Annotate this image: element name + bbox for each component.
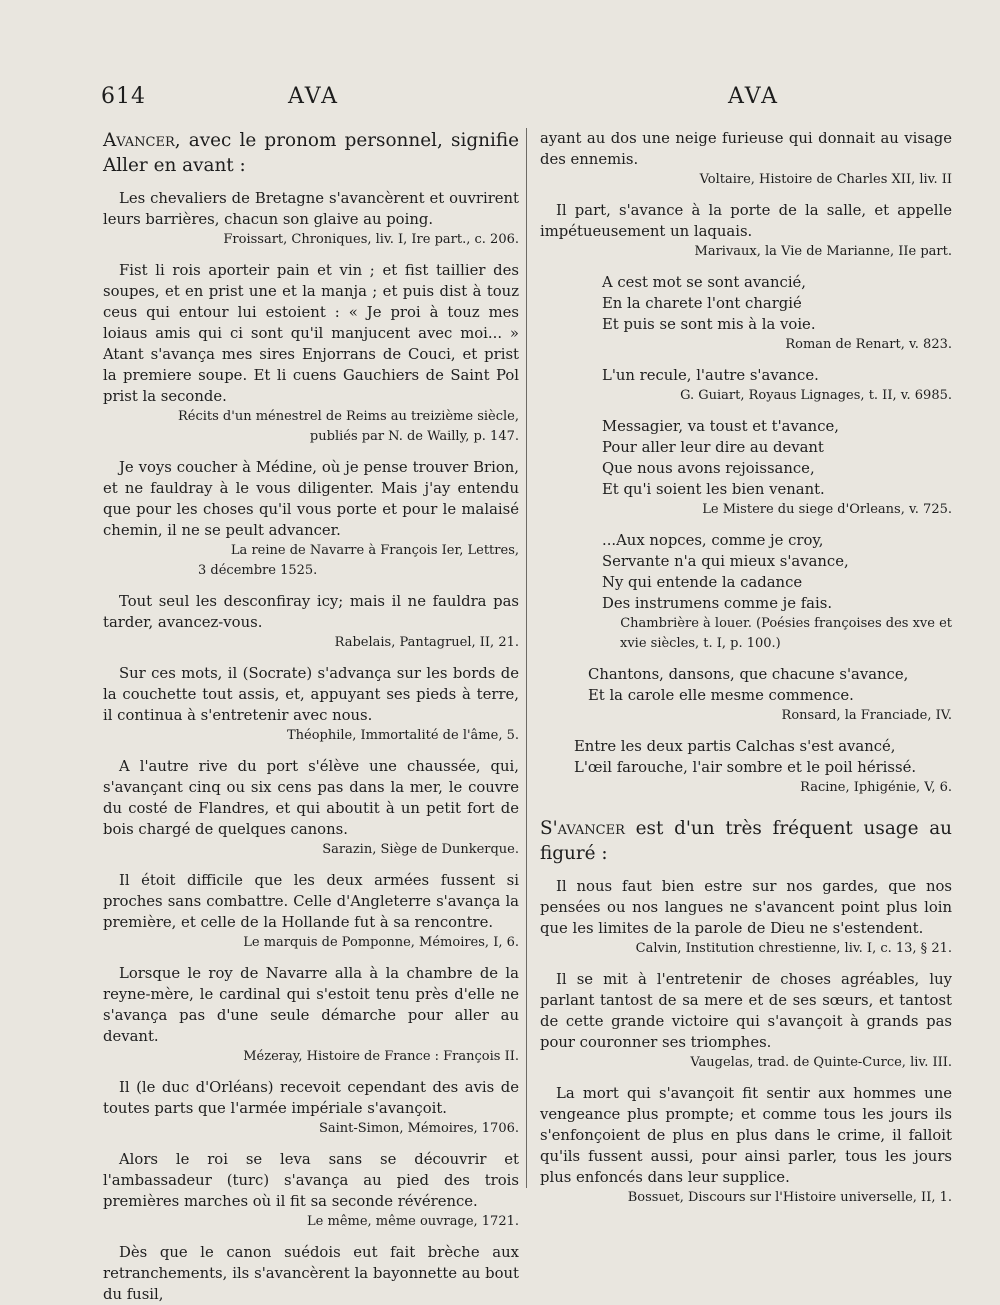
quotation-source: publiés par N. de Wailly, p. 147. xyxy=(309,429,519,444)
verse-line: Et qu'i soient les bien venant. xyxy=(602,481,825,498)
quotation-text: Il nous faut bien estre sur nos gardes, que nos pensées ou nos langues ne s'avancent point plus loin que les limites de la parole de Dieu ne s'estendent. xyxy=(540,878,952,937)
page-number: 614 xyxy=(101,84,146,109)
quotation-source: Marivaux, la Vie de Marianne, IIe part. xyxy=(694,244,952,259)
verse-quotation xyxy=(602,416,952,500)
quotation-source: Le Mistere du siege d'Orleans, v. 725. xyxy=(702,502,952,517)
column-divider xyxy=(526,128,527,1188)
headword: Avancer xyxy=(103,130,175,151)
verse-line: Et la carole elle mesme commence. xyxy=(588,687,854,704)
running-head-left: AVA xyxy=(288,84,340,109)
quotation-source: Calvin, Institution chrestienne, liv. I, c. 13, § 21. xyxy=(635,941,952,956)
quotation-text: Tout seul les desconfiray icy; mais il ne fauldra pas tarder, avancez-vous. xyxy=(103,593,519,631)
verse-line: A cest mot se sont avancié, xyxy=(602,274,807,291)
quotation-text: Il (le duc d'Orléans) recevoit cependant des avis de toutes parts que l'armée impériale s'avançoit. xyxy=(103,1079,519,1117)
running-head-right: AVA xyxy=(728,84,780,109)
heading-definition: , avec le pronom personnel, signifie Aller en avant : xyxy=(103,130,519,176)
quotation-source: Sarazin, Siège de Dunkerque. xyxy=(322,842,519,857)
verse-line: Et puis se sont mis à la voie. xyxy=(602,316,816,333)
page-header xyxy=(0,84,1000,116)
quotation-source: Chambrière à louer. (Poésies françoises des xve et xyxy=(620,616,952,631)
quotation-source: xvie siècles, t. I, p. 100.) xyxy=(620,636,781,651)
quotation-text: Il étoit difficile que les deux armées fussent si proches sans combattre. Celle d'Angleterre s'avança la première, et celle de la Hollande fut à sa rencontre. xyxy=(103,872,519,931)
quotation-text: Sur ces mots, il (Socrate) s'advança sur les bords de la couchette tout assis, et, appuyant ses pieds à terre, il continua à s'entretenir avec nous. xyxy=(103,665,519,724)
verse-line: L'œil farouche, l'air sombre et le poil hérissé. xyxy=(574,759,917,776)
quotation-source: Roman de Renart, v. 823. xyxy=(785,337,952,352)
entry-heading xyxy=(540,816,952,866)
quotation-source: La reine de Navarre à François Ier, Lettres, xyxy=(230,543,519,558)
quotation-text: Je voys coucher à Médine, où je pense trouver Brion, et ne fauldray à le vous diligenter. Mais j'ay entendu que pour les choses qu'il vous porte et pour le malaisé chemin, il ne se peult advancer. xyxy=(103,459,519,539)
headword: S'avancer xyxy=(540,818,625,839)
quotation-text: Fist li rois aporteir pain et vin ; et fist taillier des soupes, et en prist une et la manja ; et puis dist à touz ceus qui entour lui estoient : « Je proi à touz mes loiaus amis qui ci sont qu'il manjucent avec moi... » Atant s'avança mes sires Enjorrans de Couci, et prist la premiere soupe. Et li cuens Gauchiers de Saint Pol prist la seconde. xyxy=(103,262,519,405)
verse-line: Messagier, va toust et t'avance, xyxy=(602,418,839,435)
quotation-text: Les chevaliers de Bretagne s'avancèrent et ouvrirent leurs barrières, chacun son glaive au poing. xyxy=(103,190,519,228)
quotation-text: A l'autre rive du port s'élève une chaussée, qui, s'avançant cinq ou six cens pas dans la mer, le couvre du costé de Flandres, et qui aboutit à un petit fort de bois chargé de quelques canons. xyxy=(103,758,519,838)
verse-line: ...Aux nopces, comme je croy, xyxy=(602,532,824,549)
heading-definition: est d'un très fréquent usage au figuré : xyxy=(540,818,952,864)
entry-heading xyxy=(103,128,519,178)
verse-quotation xyxy=(602,272,952,335)
quotation-text: Alors le roi se leva sans se découvrir et l'ambassadeur (turc) s'avança au pied des trois premières marches où il fit sa seconde révérence. xyxy=(103,1151,519,1210)
quotation-source: Théophile, Immortalité de l'âme, 5. xyxy=(286,728,519,743)
quotation-source: Racine, Iphigénie, V, 6. xyxy=(800,780,952,795)
verse-line: L'un recule, l'autre s'avance. xyxy=(602,367,819,384)
quotation-source: Mézeray, Histoire de France : François II. xyxy=(243,1049,519,1064)
verse-quotation xyxy=(602,530,952,614)
verse-line: Servante n'a qui mieux s'avance, xyxy=(602,553,849,570)
quotation-text: Il part, s'avance à la porte de la salle, et appelle impétueusement un laquais. xyxy=(540,202,952,240)
verse-quotation xyxy=(574,736,952,778)
quotation-source: Rabelais, Pantagruel, II, 21. xyxy=(334,635,519,650)
quotation-text: Il se mit à l'entretenir de choses agréables, luy parlant tantost de sa mere et de ses sœurs, et tantost de cette grande victoire qui s'avançoit à grands pas pour couronner ses triomphes. xyxy=(540,971,952,1051)
quotation-source: G. Guiart, Royaus Lignages, t. II, v. 6985. xyxy=(680,388,952,403)
left-column xyxy=(103,128,519,1305)
quotation-source: Voltaire, Histoire de Charles XII, liv. II xyxy=(699,172,952,187)
quotation-text: ayant au dos une neige furieuse qui donnait au visage des ennemis. xyxy=(540,130,952,168)
quotation-source: Le marquis de Pomponne, Mémoires, I, 6. xyxy=(243,935,519,950)
verse-line: En la charete l'ont chargié xyxy=(602,295,802,312)
quotation-text: Lorsque le roy de Navarre alla à la chambre de la reyne-mère, le cardinal qui s'estoit tenu près d'elle ne s'avança pas d'une seule démarche pour aller au devant. xyxy=(103,965,519,1045)
verse-line: Ny qui entende la cadance xyxy=(602,574,803,591)
quotation-source: Froissart, Chroniques, liv. I, Ire part., c. 206. xyxy=(223,232,519,247)
quotation-source: Ronsard, la Franciade, IV. xyxy=(781,708,952,723)
right-column xyxy=(540,128,952,1218)
quotation-text: Dès que le canon suédois eut fait brèche aux retranchements, ils s'avancèrent la bayonnette au bout du fusil, xyxy=(103,1244,519,1303)
quotation-source: Vaugelas, trad. de Quinte-Curce, liv. III. xyxy=(690,1055,952,1070)
verse-line: Entre les deux partis Calchas s'est avancé, xyxy=(574,738,896,755)
quotation-source: 3 décembre 1525. xyxy=(198,563,318,578)
quotation-source: Récits d'un ménestrel de Reims au treizième siècle, xyxy=(177,409,519,424)
quotation-text: La mort qui s'avançoit fit sentir aux hommes une vengeance plus prompte; et comme tous les jours ils s'enfonçoient de plus en plus dans le crime, il falloit qu'ils fussent aussi, pour ainsi parler, tous les jours plus enfoncés dans leur supplice. xyxy=(540,1085,952,1186)
verse-line: Chantons, dansons, que chacune s'avance, xyxy=(588,666,909,683)
verse-quotation xyxy=(602,365,952,386)
verse-line: Que nous avons rejoissance, xyxy=(602,460,815,477)
verse-quotation xyxy=(588,664,952,706)
verse-line: Pour aller leur dire au devant xyxy=(602,439,824,456)
quotation-source: Saint-Simon, Mémoires, 1706. xyxy=(318,1121,519,1136)
quotation-source: Le même, même ouvrage, 1721. xyxy=(307,1214,519,1229)
quotation-source: Bossuet, Discours sur l'Histoire universelle, II, 1. xyxy=(627,1190,952,1205)
verse-line: Des instrumens comme je fais. xyxy=(602,595,833,612)
